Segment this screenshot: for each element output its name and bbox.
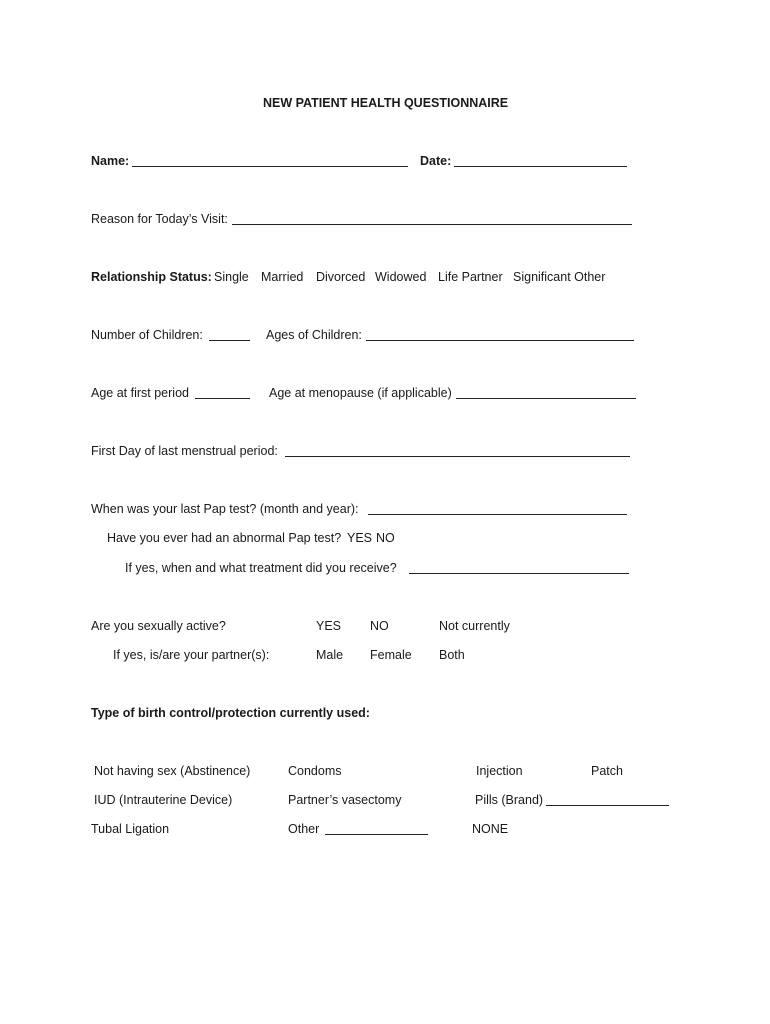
last-period-label: First Day of last menstrual period: xyxy=(91,444,278,458)
number-of-children-label: Number of Children: xyxy=(91,328,203,342)
relationship-option-widowed[interactable]: Widowed xyxy=(375,270,427,284)
pills-brand-field[interactable] xyxy=(546,805,669,806)
other-field[interactable] xyxy=(325,834,428,835)
bc-option-vasectomy[interactable]: Partner’s vasectomy xyxy=(288,793,402,807)
bc-option-injection[interactable]: Injection xyxy=(476,764,523,778)
pap-treatment-field[interactable] xyxy=(409,573,629,574)
first-period-field[interactable] xyxy=(195,398,250,399)
partner-male[interactable]: Male xyxy=(316,648,344,662)
sexually-active-no[interactable]: NO xyxy=(370,619,389,633)
bc-option-iud[interactable]: IUD (Intrauterine Device) xyxy=(94,793,233,807)
last-pap-field[interactable] xyxy=(368,514,627,515)
sexually-active-not-currently[interactable]: Not currently xyxy=(439,619,510,633)
pap-treatment-label: If yes, when and what treatment did you receive? xyxy=(125,561,397,575)
page-title: NEW PATIENT HEALTH QUESTIONNAIRE xyxy=(263,96,509,110)
relationship-option-divorced[interactable]: Divorced xyxy=(316,270,366,284)
bc-option-none[interactable]: NONE xyxy=(472,822,509,836)
last-period-field[interactable] xyxy=(285,456,630,457)
partner-female[interactable]: Female xyxy=(370,648,412,662)
date-label: Date: xyxy=(420,154,452,168)
abnormal-pap-no[interactable]: NO xyxy=(376,531,395,545)
ages-of-children-label: Ages of Children: xyxy=(266,328,362,342)
bc-option-patch[interactable]: Patch xyxy=(591,764,623,778)
abnormal-pap-yes[interactable]: YES xyxy=(347,531,373,545)
relationship-option-single[interactable]: Single xyxy=(214,270,249,284)
bc-option-other[interactable]: Other xyxy=(288,822,320,836)
bc-option-tubal-ligation[interactable]: Tubal Ligation xyxy=(91,822,170,836)
menopause-label: Age at menopause (if applicable) xyxy=(269,386,452,400)
sexually-active-label: Are you sexually active? xyxy=(91,619,226,633)
relationship-option-married[interactable]: Married xyxy=(261,270,304,284)
reason-field[interactable] xyxy=(232,224,632,225)
relationship-option-significant-other[interactable]: Significant Other xyxy=(513,270,606,284)
number-of-children-field[interactable] xyxy=(209,340,250,341)
bc-option-abstinence[interactable]: Not having sex (Abstinence) xyxy=(94,764,251,778)
date-field[interactable] xyxy=(454,166,627,167)
name-field[interactable] xyxy=(132,166,408,167)
bc-option-condoms[interactable]: Condoms xyxy=(288,764,342,778)
partner-both[interactable]: Both xyxy=(439,648,465,662)
birth-control-heading: Type of birth control/protection currently used: xyxy=(91,706,370,720)
ages-of-children-field[interactable] xyxy=(366,340,634,341)
last-pap-label: When was your last Pap test? (month and year): xyxy=(91,502,359,516)
menopause-field[interactable] xyxy=(456,398,636,399)
bc-option-pills[interactable]: Pills (Brand) xyxy=(475,793,544,807)
first-period-label: Age at first period xyxy=(91,386,189,400)
sexually-active-yes[interactable]: YES xyxy=(316,619,342,633)
reason-label: Reason for Today’s Visit: xyxy=(91,212,228,226)
relationship-label: Relationship Status: xyxy=(91,270,212,284)
name-label: Name: xyxy=(91,154,130,168)
abnormal-pap-label: Have you ever had an abnormal Pap test? xyxy=(107,531,342,545)
partner-label: If yes, is/are your partner(s): xyxy=(113,648,270,662)
relationship-option-life-partner[interactable]: Life Partner xyxy=(438,270,503,284)
